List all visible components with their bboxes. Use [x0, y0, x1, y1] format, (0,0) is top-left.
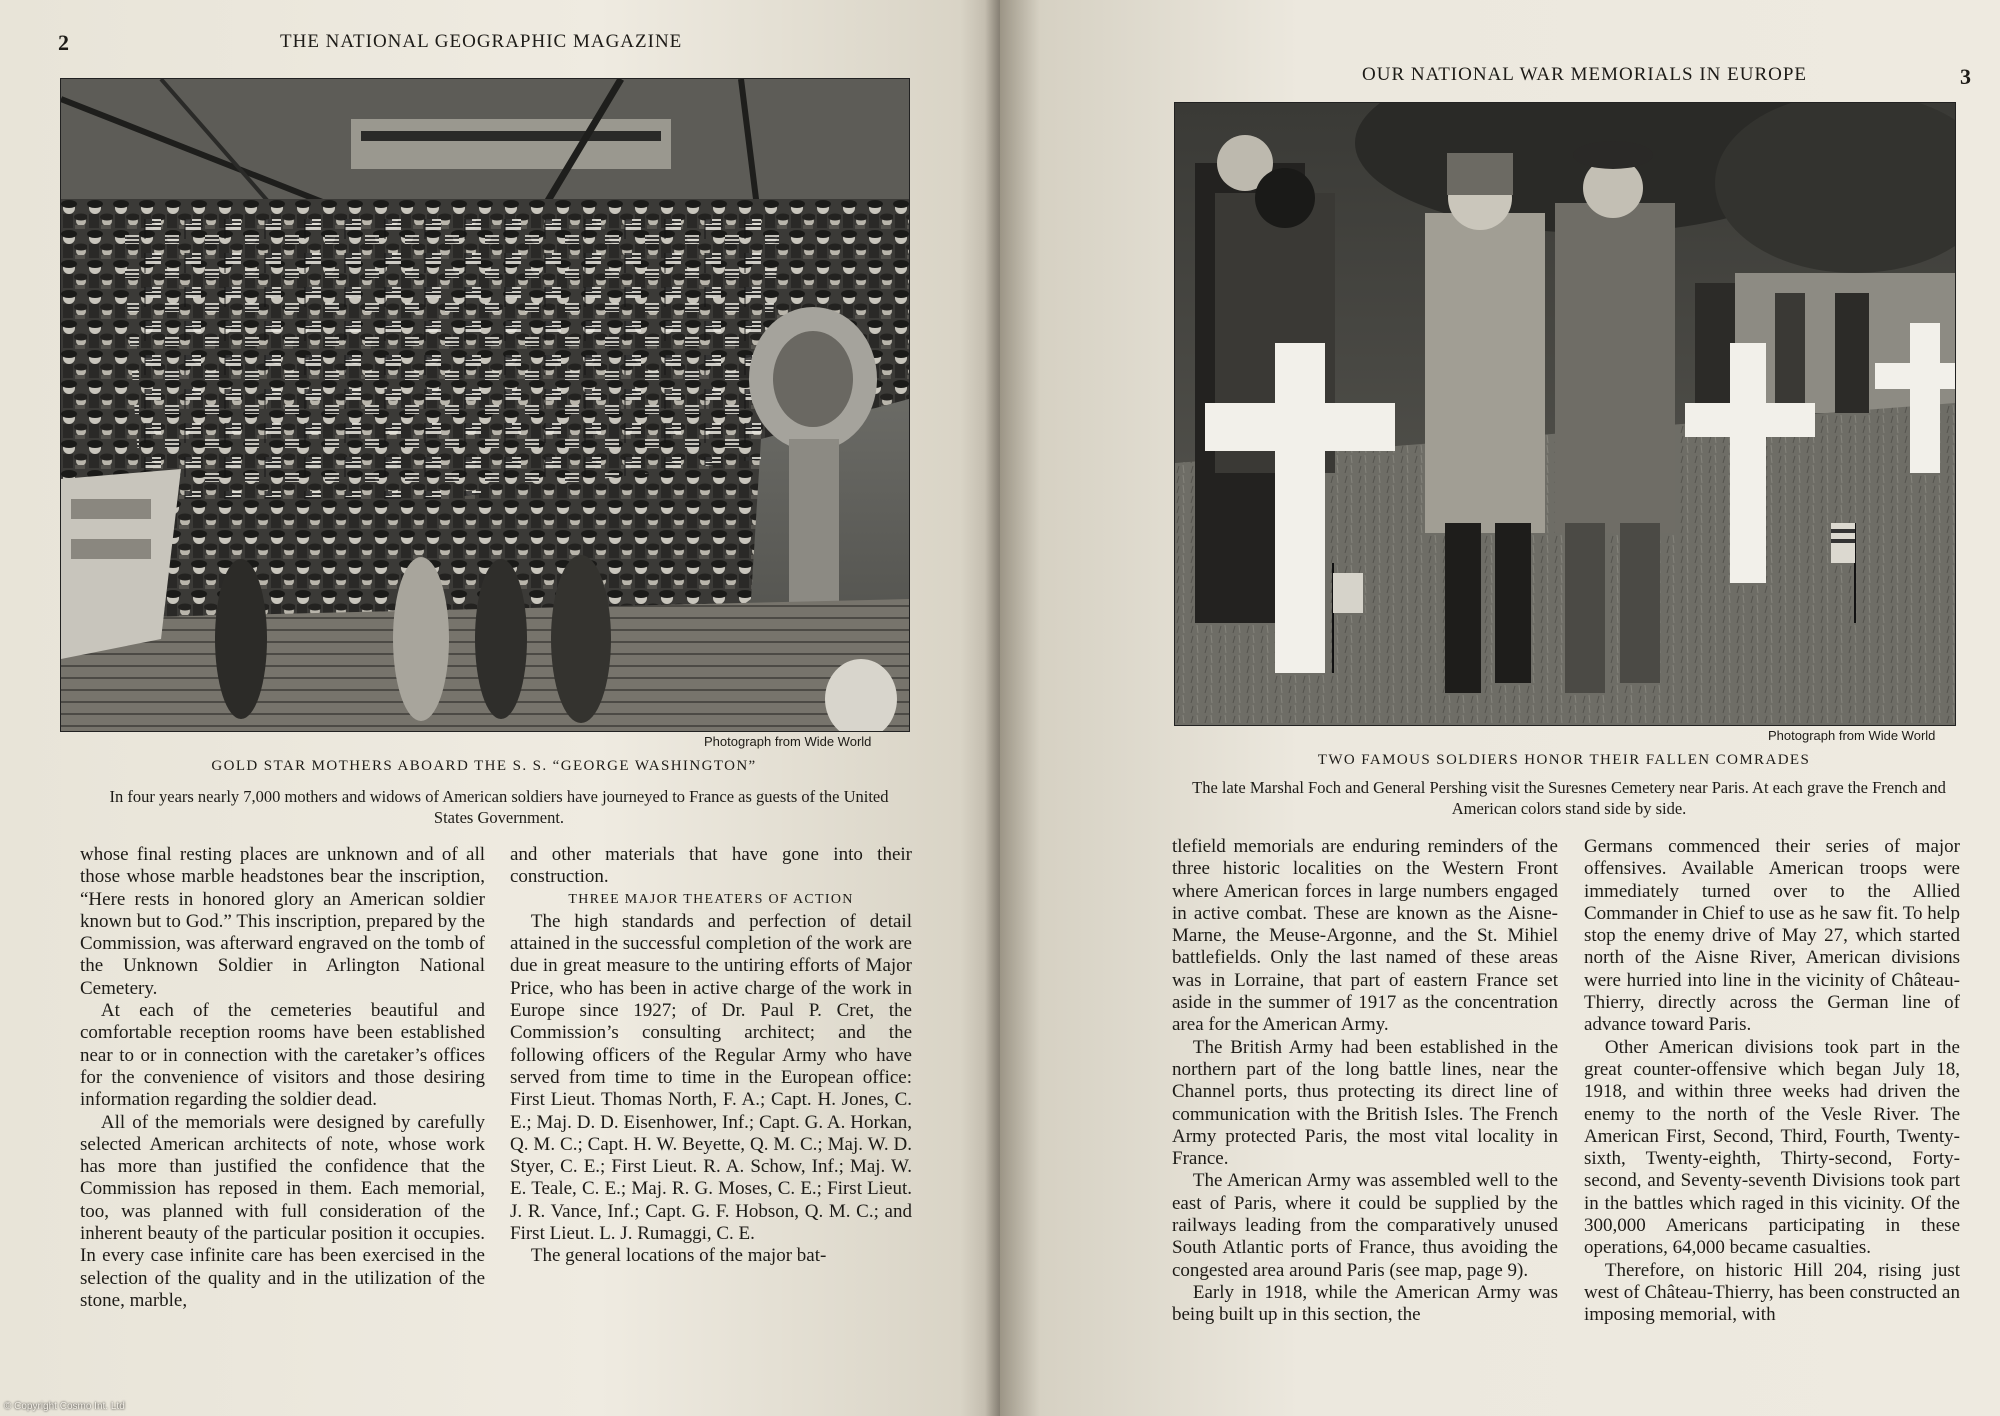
photo-credit-right: Photograph from Wide World [1768, 728, 1936, 743]
caption-text-left: In four years nearly 7,000 mothers and widows of American soldiers have journeyed to France as guests of the United States Government. [109, 787, 889, 827]
page-number-right: 3 [1960, 64, 1971, 89]
paragraph: Other American divisions took part in the great counter-offensive which began July 18, 1918, and within three weeks had driven the enemy to the north of the Vesle River. The American First, Second, Third, Fourth, Twenty-sixth, Twenty-eighth, Thirty-second, Forty-second, and Seventy-seventh Divisions took part in the battles which raged in this vicinity. Of the 300,000 Americans participating in these operations, 64,000 became casualties. [1584, 1036, 1960, 1259]
paragraph: The high standards and perfection of detail attained in the successful completion of the work are due in great measure to the untiring efforts of Major Price, who has been in active charge of the work in Europe since 1927; of Dr. Paul P. Cret, the Commission’s consulting architect; and the following officers of the Regular Army who have served from time to time in the European office: First Lieut. Thomas North, F. A.; Capt. H. Jones, C. E.; Maj. D. D. Eisenhower, Inf.; Capt. G. A. Horkan, Q. M. C.; Capt. H. W. Beyette, Q. M. C.; Maj. W. D. Styer, C. E.; First Lieut. R. A. Schow, Inf.; Maj. W. E. Teale, C. E.; Maj. R. G. Moses, C. E.; First Lieut. J. R. Vance, Inf.; Capt. G. F. Hobson, Q. M. C.; and First Lieut. L. J. Rumaggi, C. E. [510, 910, 912, 1245]
paragraph: Therefore, on historic Hill 204, rising just west of Château-Thierry, has been constructed an imposing memorial, with [1584, 1259, 1960, 1326]
photo-gold-star-mothers [60, 78, 910, 732]
paragraph: The American Army was assembled well to the east of Paris, where it could be supplied by the railways leading from the comparatively unused South Atlantic ports of France, thus avoiding the congested area around Paris (see map, page 9). [1172, 1170, 1558, 1281]
section-subhead: THREE MAJOR THEATERS OF ACTION [568, 891, 854, 907]
paragraph: tlefield memorials are enduring reminders of the three historic localities on the Western Front where American forces in large numbers engaged in active combat. These are known as the Aisne-Marne, the Meuse-Argonne, and the St. Mihiel battlefields. Only the last named of these areas was in Lorraine, that part of eastern France set aside in the summer of 1917 as the concentration area for the American Army. [1172, 836, 1558, 1036]
paragraph: The British Army had been established in the northern part of the long battle lines, near the Channel ports, thus protecting its direct line of communication with the British Isles. The French Army protected Paris, the most vital locality in France. [1172, 1036, 1558, 1170]
cemetery-visit-image [1175, 103, 1955, 725]
caption-title-right: TWO FAMOUS SOLDIERS HONOR THEIR FALLEN COMRADES [1317, 752, 1811, 768]
caption-text-right: The late Marshal Foch and General Pershing visit the Suresnes Cemetery near Paris. At each grave the French and American colors stand side by side. [1192, 778, 1946, 818]
page-number-left: 2 [58, 30, 69, 55]
right-page-column-1 [1172, 836, 1558, 1327]
paragraph: and other materials that have gone into their construction. [510, 844, 912, 888]
paragraph: The general locations of the major bat- [530, 1245, 827, 1267]
paragraph: Germans commenced their series of major offensives. Available American troops were immediately turned over to the Allied Commander in Chief to use as he saw fit. To help stop the enemy drive of May 27, which started north of the Aisne River, American divisions were hurried into line in the vicinity of Château-Thierry, directly across the German line of advance toward Paris. [1584, 836, 1960, 1036]
caption-title-left: GOLD STAR MOTHERS ABOARD THE S. S. “GEORGE WASHINGTON” [211, 758, 757, 774]
running-head-right: OUR NATIONAL WAR MEMORIALS IN EUROPE [1362, 64, 1808, 85]
photo-credit-left: Photograph from Wide World [704, 734, 872, 749]
ship-deck-crowd-image [61, 79, 909, 731]
paragraph: Early in 1918, while the American Army was being built up in this section, the [1172, 1281, 1558, 1326]
photo-foch-pershing [1174, 102, 1956, 726]
copyright-watermark: © Copyright Cosmo Int. Ltd [4, 1401, 125, 1412]
running-head-left: THE NATIONAL GEOGRAPHIC MAGAZINE [280, 31, 683, 52]
paragraph: At each of the cemeteries beautiful and comfortable reception rooms have been established near to or in connection with the caretaker’s offices for the convenience of visitors and those desiring information regarding the soldier dead. [80, 1000, 485, 1111]
paragraph: whose final resting places are unknown and of all those whose marble headstones bear the inscription, “Here rests in honored glory an American soldier known but to God.” This inscription, prepared by the Commission, was afterward engraved on the tomb of the Unknown Soldier in Arlington National Cemetery. [80, 844, 485, 999]
left-page-column-1 [80, 844, 485, 1312]
right-page-column-2 [1584, 836, 1960, 1327]
left-page-column-2 [510, 844, 912, 1268]
paragraph: All of the memorials were designed by carefully selected American architects of note, whose work has more than justified the confidence that the Commission has reposed in them. Each memorial, too, was planned with full consideration of the inherent beauty of the particular position it occupies. In every case infinite care has been exercised in the selection of the quality and in the utilization of the stone, marble, [80, 1111, 485, 1311]
right-page [1000, 0, 2000, 1416]
